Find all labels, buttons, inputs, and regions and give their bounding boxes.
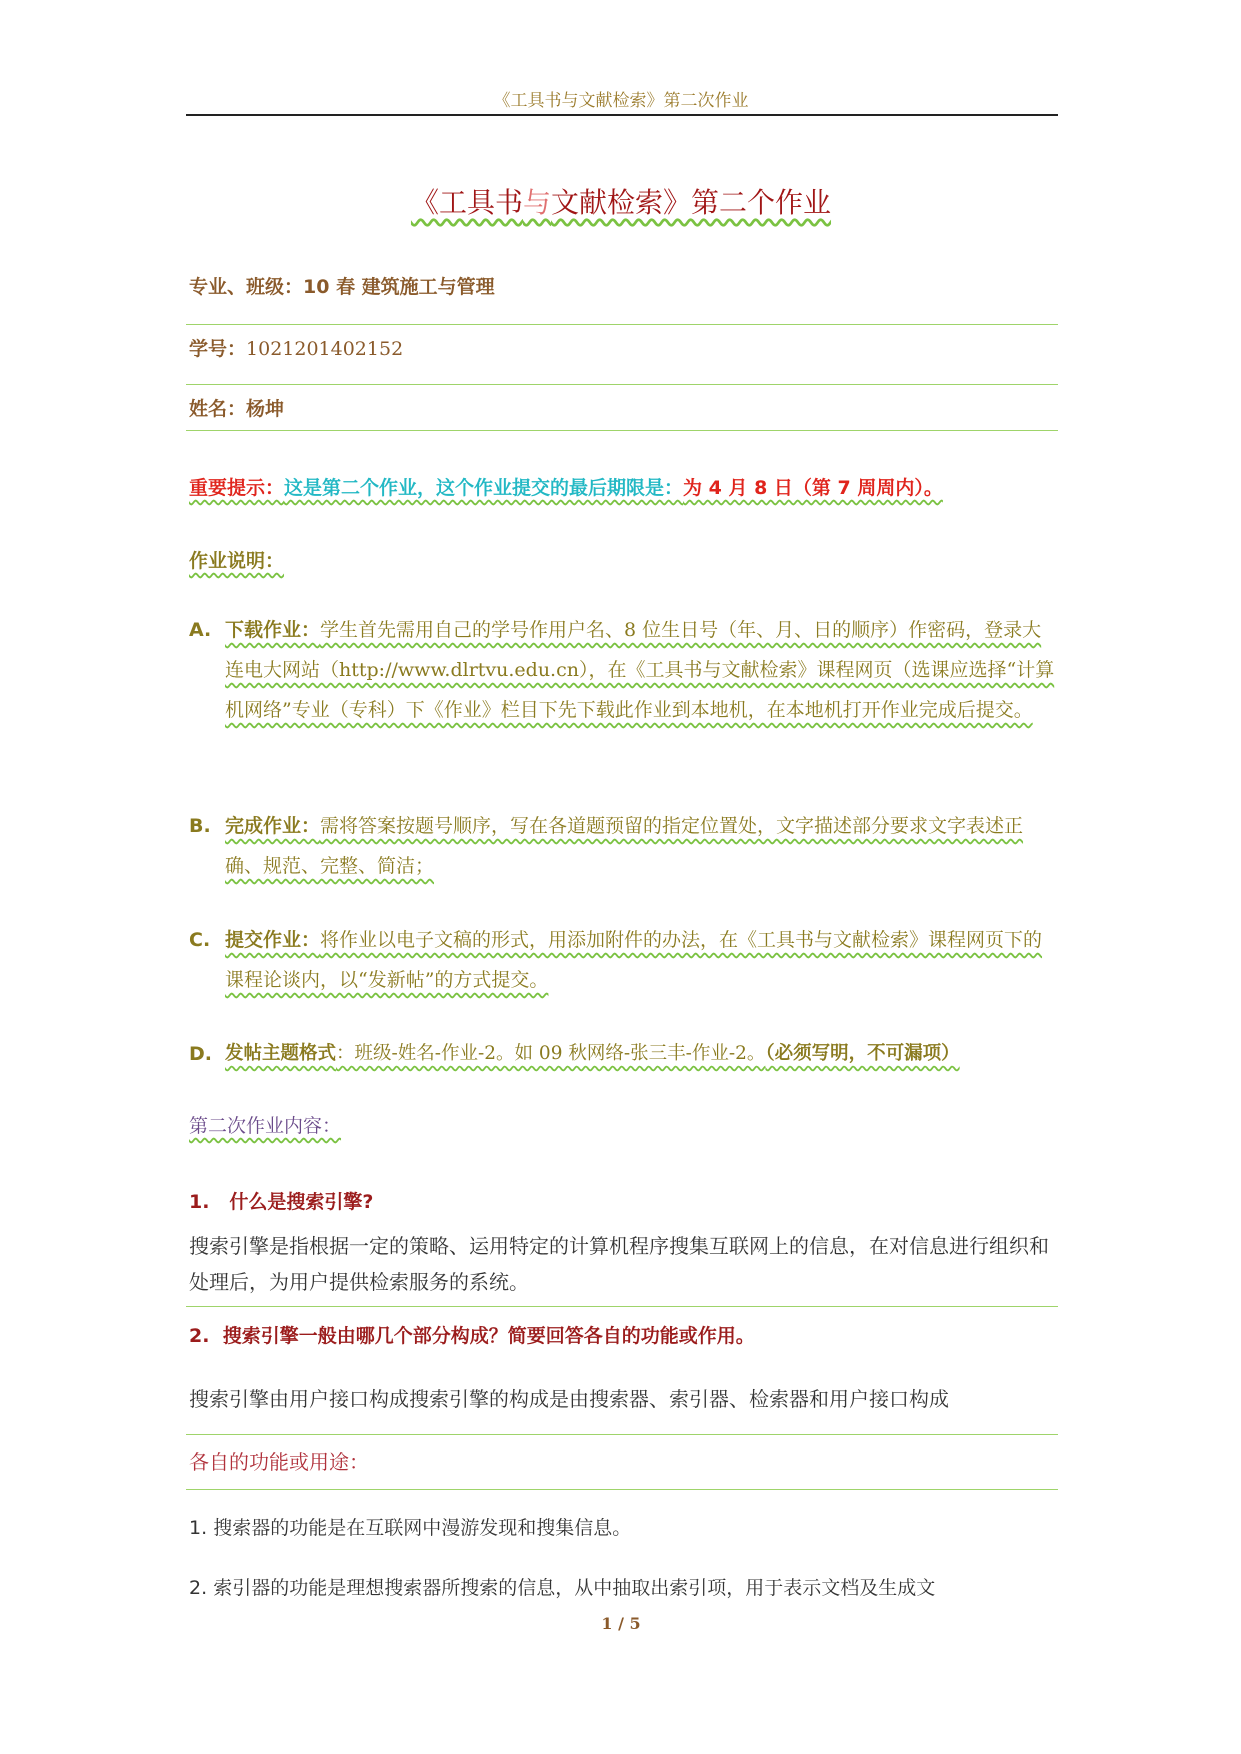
name-value: 杨坤 [246, 398, 285, 420]
item-head: 发帖主题格式 [225, 1043, 337, 1064]
answer-1: 搜索引擎是指根据一定的策略、运用特定的计算机程序搜集互联网上的信息，在对信息进行组织和处理后，为用户提供检索服务的系统。 [189, 1234, 1049, 1294]
item-head: 完成作业： [225, 815, 321, 837]
major-value: 10 春 建筑施工与管理 [303, 276, 495, 298]
header-rule [186, 114, 1058, 116]
item-letter: A. [189, 619, 212, 641]
document-title [186, 181, 1056, 221]
item-text: 需将答案按题号顺序，写在各道题预留的指定位置处，文字描述部分要求文字表述正确、规范、完整、简洁； [225, 815, 1024, 877]
list-number: 1. [189, 1517, 208, 1539]
question-text: 搜索引擎一般由哪几个部分构成？简要回答各自的功能或作用。 [222, 1325, 755, 1347]
major-label: 专业、班级： [189, 276, 304, 298]
item-text: 学生首先需用自己的学号作用户名、8 位生日号（年、月、日的顺序）作密码，登录大连电大网站（http://www.dlrtvu.edu.cn），在《工具书与文献检索》课程网页（选课应选择“计算机网络”专业（专科）下《作业》栏目下先下载此作业到本地机，在本地机打开作业完成后提交。 [225, 619, 1055, 721]
rule-2 [186, 384, 1058, 385]
item-letter: D. [189, 1043, 212, 1065]
item-head: 提交作业： [225, 929, 321, 951]
running-header: 《工具书与文献检索》第二次作业 [493, 91, 749, 111]
list-text: 索引器的功能是理想搜索器所搜索的信息，从中抽取出索引项，用于表示文档及生成文 [213, 1577, 936, 1599]
list-item [189, 1513, 1059, 1540]
list-text: 搜索器的功能是在互联网中漫游发现和搜集信息。 [213, 1517, 632, 1539]
notice-deadline: 为 4 月 8 日（第 7 周周内）。 [683, 477, 943, 499]
sub-heading: 各自的功能或用途： [189, 1450, 369, 1474]
answer-2: 搜索引擎由用户接口构成搜索引擎的构成是由搜索器、索引器、检索器和用户接口构成 [189, 1387, 949, 1411]
instruction-item-c [189, 920, 1057, 1000]
item-text: ：班级-姓名-作业-2。如 09 秋网络-张三丰-作业-2。 [336, 1043, 766, 1064]
rule-5 [186, 1434, 1058, 1435]
rule-3 [186, 430, 1058, 431]
instruction-item-b [189, 806, 1057, 886]
instruction-item-a [189, 610, 1057, 730]
page-number: 1 / 5 [601, 1614, 641, 1633]
item-text: 将作业以电子文稿的形式，用添加附件的办法，在《工具书与文献检索》课程网页下的课程论谈内，以“发新帖”的方式提交。 [225, 929, 1043, 991]
content-heading: 第二次作业内容： [189, 1115, 342, 1137]
notice-label: 重要提示： [189, 477, 285, 499]
item-bold-tail: （必须写明，不可漏项） [765, 1043, 960, 1064]
item-head: 下载作业： [225, 619, 321, 641]
item-letter: B. [189, 815, 211, 837]
student-id-value: 1021201402152 [246, 338, 404, 360]
question-2 [189, 1321, 755, 1348]
title-part-2: 与 [522, 186, 551, 219]
question-number: 1. [189, 1191, 210, 1213]
student-id-label: 学号： [189, 338, 247, 360]
item-letter: C. [189, 929, 211, 951]
name-label: 姓名： [189, 398, 247, 420]
major-line [189, 272, 495, 299]
title-part-1: 《工具书 [410, 186, 523, 219]
student-id-line [189, 334, 403, 361]
name-line [189, 394, 284, 421]
question-number: 2. [189, 1325, 210, 1347]
rule-1 [186, 324, 1058, 325]
instruction-item-d [189, 1034, 1057, 1074]
question-1 [189, 1187, 373, 1214]
question-text: 什么是搜索引擎? [229, 1191, 374, 1213]
important-notice [189, 473, 943, 500]
list-item [189, 1573, 1059, 1600]
rule-6 [186, 1489, 1058, 1490]
title-part-3: 文献检索》第二个作业 [551, 186, 832, 219]
rule-4 [186, 1306, 1058, 1307]
list-number: 2. [189, 1577, 208, 1599]
notice-text: 这是第二个作业，这个作业提交的最后期限是： [284, 477, 684, 499]
instructions-heading: 作业说明： [189, 550, 285, 572]
